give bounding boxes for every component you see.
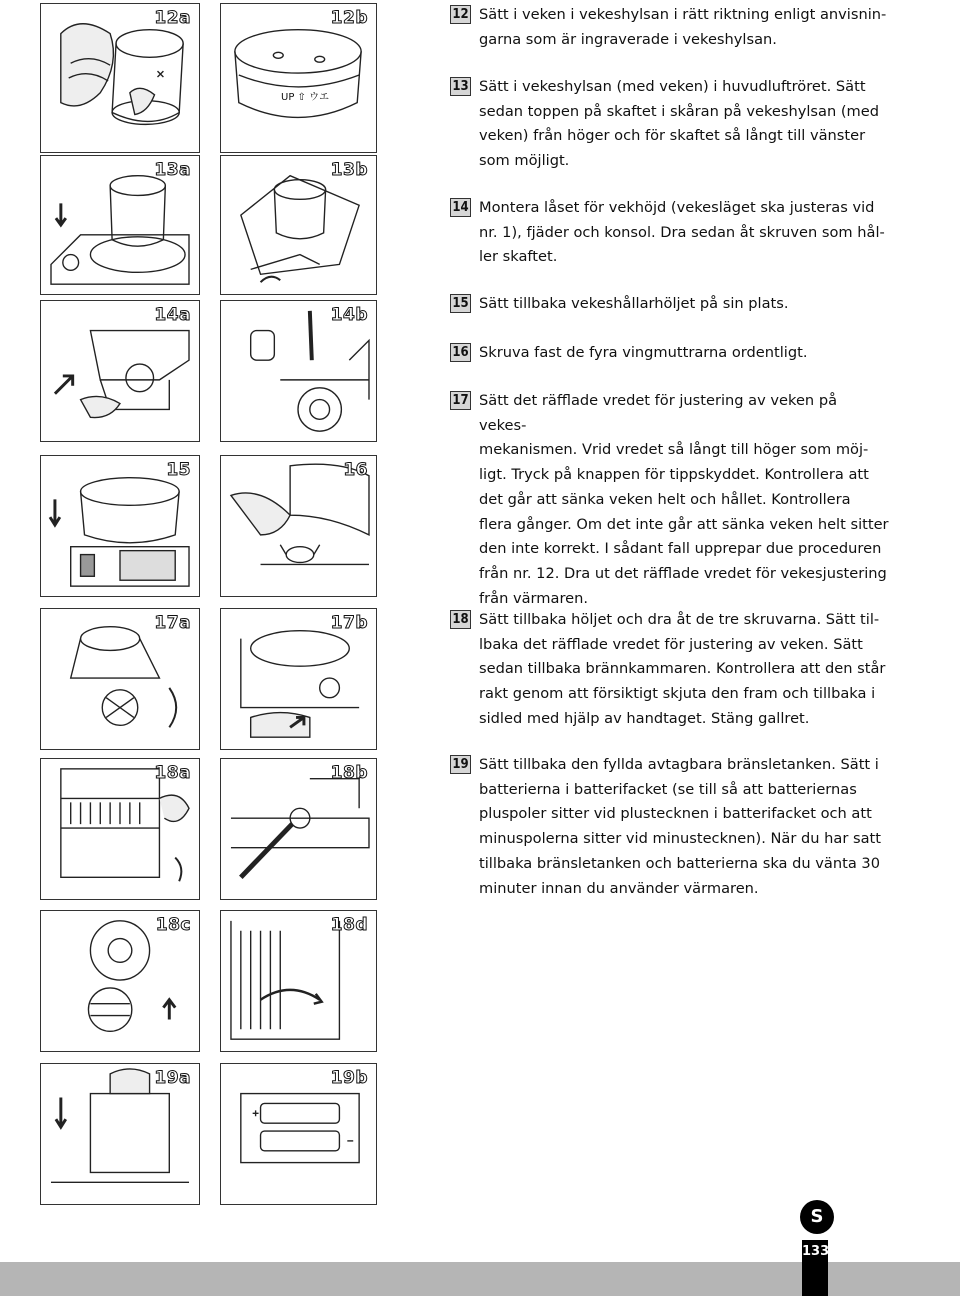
figure-label: 17a — [154, 613, 191, 633]
figure-label: 18a — [154, 763, 191, 783]
step-text: Sätt tillbaka vekeshållarhöljet på sin plats. — [479, 295, 789, 312]
step-number: 12 — [450, 5, 471, 24]
step-text: Sätt i vekeshylsan (med veken) i huvudluftröret. Sätt sedan toppen på skaftet i skåran på vekeshylsan (med veken) från höger och för skaftet så långt till vänster som möjligt. — [479, 78, 880, 170]
figure-18d — [220, 910, 377, 1052]
figure-14a — [40, 300, 200, 442]
step-19 — [450, 753, 890, 903]
figure-label: 19a — [154, 1068, 191, 1088]
step-16 — [450, 341, 890, 366]
figure-label: 16 — [343, 460, 368, 480]
figure-16 — [220, 455, 377, 597]
figure-13a — [40, 155, 200, 295]
step-number: 13 — [450, 77, 471, 96]
step-number: 19 — [450, 755, 471, 774]
figure-17a — [40, 608, 200, 750]
step-17 — [450, 389, 890, 607]
figure-label: 17b — [330, 613, 368, 633]
step-12 — [450, 3, 890, 53]
figure-13b — [220, 155, 377, 295]
figure-label: 12b — [330, 8, 368, 28]
step-text: Sätt tillbaka den fyllda avtagbara bränsletanken. Sätt i batterierna i batterifacket (se till så att batteriernas pluspoler sitter vid plustecknen i batterifacket och att minuspolerna sitter vid minustecknen). När du har satt tillbaka bränsletanken och batterierna ska du vänta 30 minuter innan du använder värmaren. — [479, 756, 881, 897]
figure-label: 18b — [330, 763, 368, 783]
step-15 — [450, 292, 890, 317]
step-number: 14 — [450, 198, 471, 217]
step-text: Montera låset för vekhöjd (vekesläget ska justeras vid nr. 1), fjäder och konsol. Dra sedan åt skruven som hål- ler skaftet. — [479, 199, 885, 266]
figure-17b — [220, 608, 377, 750]
step-number: 18 — [450, 610, 471, 629]
language-badge: S — [800, 1200, 834, 1234]
figure-label: 14a — [154, 305, 191, 325]
figure-15 — [40, 455, 200, 597]
figure-label: 13b — [330, 160, 368, 180]
page-number: 133 — [802, 1240, 828, 1296]
step-13 — [450, 75, 890, 175]
step-text: Sätt det räfflade vredet för justering av veken på vekes- mekanismen. Vrid vredet så långt till höger som möj- ligt. Tryck på knappen för tippskyddet. Kontrollera att det går att sänka veken helt och hållet. Kontrollera flera gånger. Om det inte går att sänka veken helt sitter den inte korrekt. I sådant fall upprepar due proceduren från nr. 12. Dra ut det räfflade vredet för vekesjustering från värmaren. — [479, 392, 889, 607]
figure-label: 13a — [154, 160, 191, 180]
up-marking: UP ⇧ ウエ — [281, 92, 330, 103]
step-text: Sätt tillbaka höljet och dra åt de tre skruvarna. Sätt til- lbaka det räfflade vredet för justering av veken. Sätt sedan tillbaka brännkammaren. Kontrollera att den står rakt genom att försiktigt skjuta den fram och tillbaka i sidled med hjälp av handtaget. Stäng gallret. — [479, 611, 886, 727]
figure-label: 14b — [330, 305, 368, 325]
figure-12a — [40, 3, 200, 153]
figure-label: 19b — [330, 1068, 368, 1088]
step-number: 17 — [450, 391, 471, 410]
figure-19b — [220, 1063, 377, 1205]
figure-18a — [40, 758, 200, 900]
figure-19a — [40, 1063, 200, 1205]
step-14 — [450, 196, 890, 271]
figure-label: 18c — [155, 915, 191, 935]
step-number: 16 — [450, 343, 471, 362]
figure-label: 12a — [154, 8, 191, 28]
figure-18b — [220, 758, 377, 900]
figure-label: 15 — [166, 460, 191, 480]
figure-label: 18d — [330, 915, 368, 935]
figure-12b — [220, 3, 377, 153]
figure-14b — [220, 300, 377, 442]
step-text: Skruva fast de fyra vingmuttrarna ordentligt. — [479, 344, 808, 361]
step-text: Sätt i veken i vekeshylsan i rätt riktning enligt anvisnin- garna som är ingraverade i vekeshylsan. — [479, 6, 887, 48]
figure-18c — [40, 910, 200, 1052]
step-number: 15 — [450, 294, 471, 313]
step-18 — [450, 608, 890, 732]
